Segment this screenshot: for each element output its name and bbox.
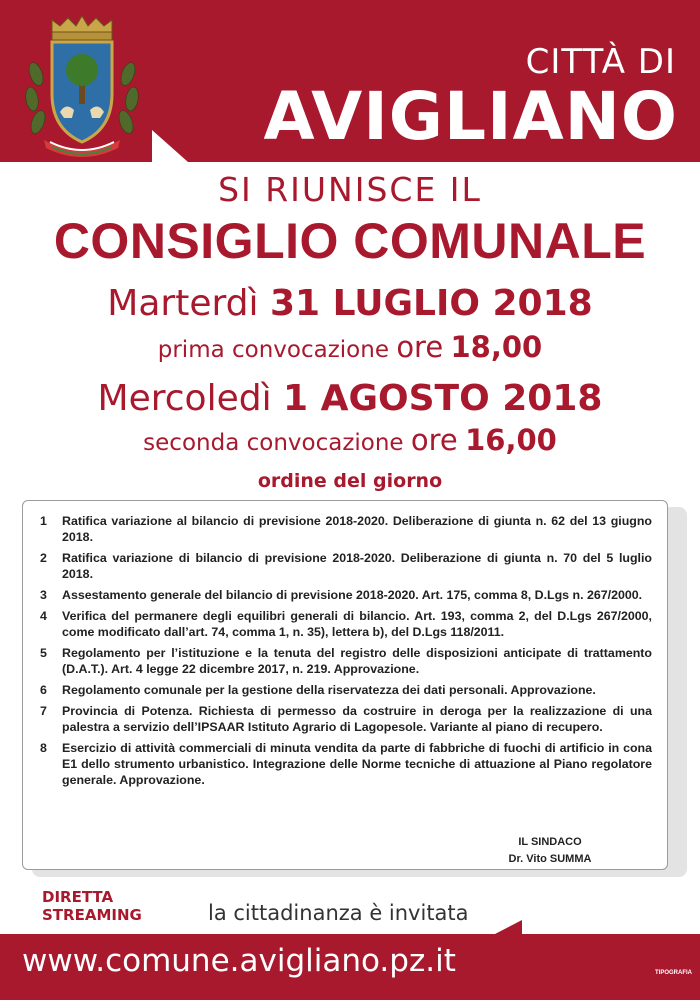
announcement-subtitle: SI RIUNISCE IL (218, 170, 482, 209)
agenda-item-number: 5 (40, 646, 47, 660)
session-2-convocation-label: seconda convocazione (143, 430, 404, 456)
agenda-item (40, 513, 652, 545)
agenda-title: ordine del giorno (257, 470, 443, 492)
streaming-label (42, 888, 142, 924)
agenda-item (40, 740, 652, 788)
announcement-title: CONSIGLIO COMUNALE (53, 213, 647, 269)
agenda-item-number: 1 (40, 514, 47, 528)
session-2-ore-label: ore (410, 423, 458, 457)
session-1-date-value: 31 LUGLIO 2018 (269, 283, 593, 324)
website-link[interactable]: www.comune.avigliano.pz.it (22, 943, 456, 979)
session-1-convocation (0, 330, 700, 364)
agenda-item (40, 703, 652, 735)
streaming-diretta: DIRETTA (42, 888, 114, 906)
agenda-item-text: Regolamento comunale per la gestione della riservatezza dei dati personali. Approvazione. (62, 683, 596, 697)
agenda-item-number: 4 (40, 609, 47, 623)
agenda-list (40, 513, 652, 793)
session-2-time: 16,00 (465, 423, 557, 457)
agenda-item-number: 3 (40, 588, 47, 602)
header-comune-name: AVIGLIANO (263, 78, 678, 155)
streaming-streaming: STREAMING (42, 906, 142, 924)
header-citta-di: CITTÀ DI (525, 42, 676, 82)
agenda-item (40, 587, 652, 603)
printer-logo: TIPOGRAFIA (655, 970, 692, 976)
session-2-convocation (0, 423, 700, 457)
header-banner (0, 0, 700, 185)
session-2-day: Mercoledì (97, 378, 272, 419)
agenda-item-number: 8 (40, 741, 47, 755)
mayor-title: IL SINDACO (518, 836, 582, 848)
agenda-item (40, 608, 652, 640)
session-2-date-value: 1 AGOSTO 2018 (283, 378, 603, 419)
agenda-item-text: Ratifica variazione al bilancio di previsione 2018-2020. Deliberazione di giunta n. 62 del 13 giugno 2018. (62, 514, 652, 544)
invitation-text: la cittadinanza è invitata (208, 901, 469, 925)
agenda-item-text: Ratifica variazione di bilancio di previsione 2018-2020. Deliberazione di giunta n. 70 del 5 luglio 2018. (62, 551, 652, 581)
agenda-item (40, 682, 652, 698)
agenda-item (40, 550, 652, 582)
agenda-item-text: Provincia di Potenza. Richiesta di permesso da costruire in deroga per la realizzazione di una palestra a servizio dell’IPSAAR Istituto Agrario di Lagopesole. Variante al piano di recupero. (62, 704, 652, 734)
session-1-time: 18,00 (450, 330, 543, 364)
agenda-item-number: 2 (40, 551, 47, 565)
agenda-item (40, 645, 652, 677)
agenda-item-text: Regolamento per l’istituzione e la tenuta del registro delle disposizioni anticipate di trattamento (D.A.T.). Art. 4 legge 22 dicembre 2017, n. 219. Approvazione. (62, 646, 652, 676)
agenda-item-number: 6 (40, 683, 47, 697)
agenda-item-text: Esercizio di attività commerciali di minuta vendita da parte di fabbriche di fuochi di artificio in cona E1 dello strumento urbanistico. Integrazione delle Norme tecniche di attuazione al Piano regolatore generale. Approvazione. (62, 741, 652, 787)
agenda-item-text: Assestamento generale del bilancio di previsione 2018-2020. Art. 175, comma 8, D.Lgs n. 267/2000. (62, 588, 643, 602)
session-1-day: Marterdì (107, 283, 259, 324)
session-1-date (0, 283, 700, 324)
mayor-signature (480, 834, 620, 868)
agenda-item-text: Verifica del permanere degli equilibri generali di bilancio. Art. 193, comma 2, del D.Lgs 267/2000, come modificato dall’art. 74, comma 1, n. 35), lettera b), del D.Lgs 118/2011. (62, 609, 652, 639)
session-2-date (0, 378, 700, 419)
mayor-name: Dr. Vito SUMMA (508, 853, 592, 865)
agenda-item-number: 7 (40, 704, 47, 718)
session-1-convocation-label: prima convocazione (157, 337, 389, 363)
session-1-ore-label: ore (396, 330, 444, 364)
coat-of-arms-icon (22, 14, 142, 164)
